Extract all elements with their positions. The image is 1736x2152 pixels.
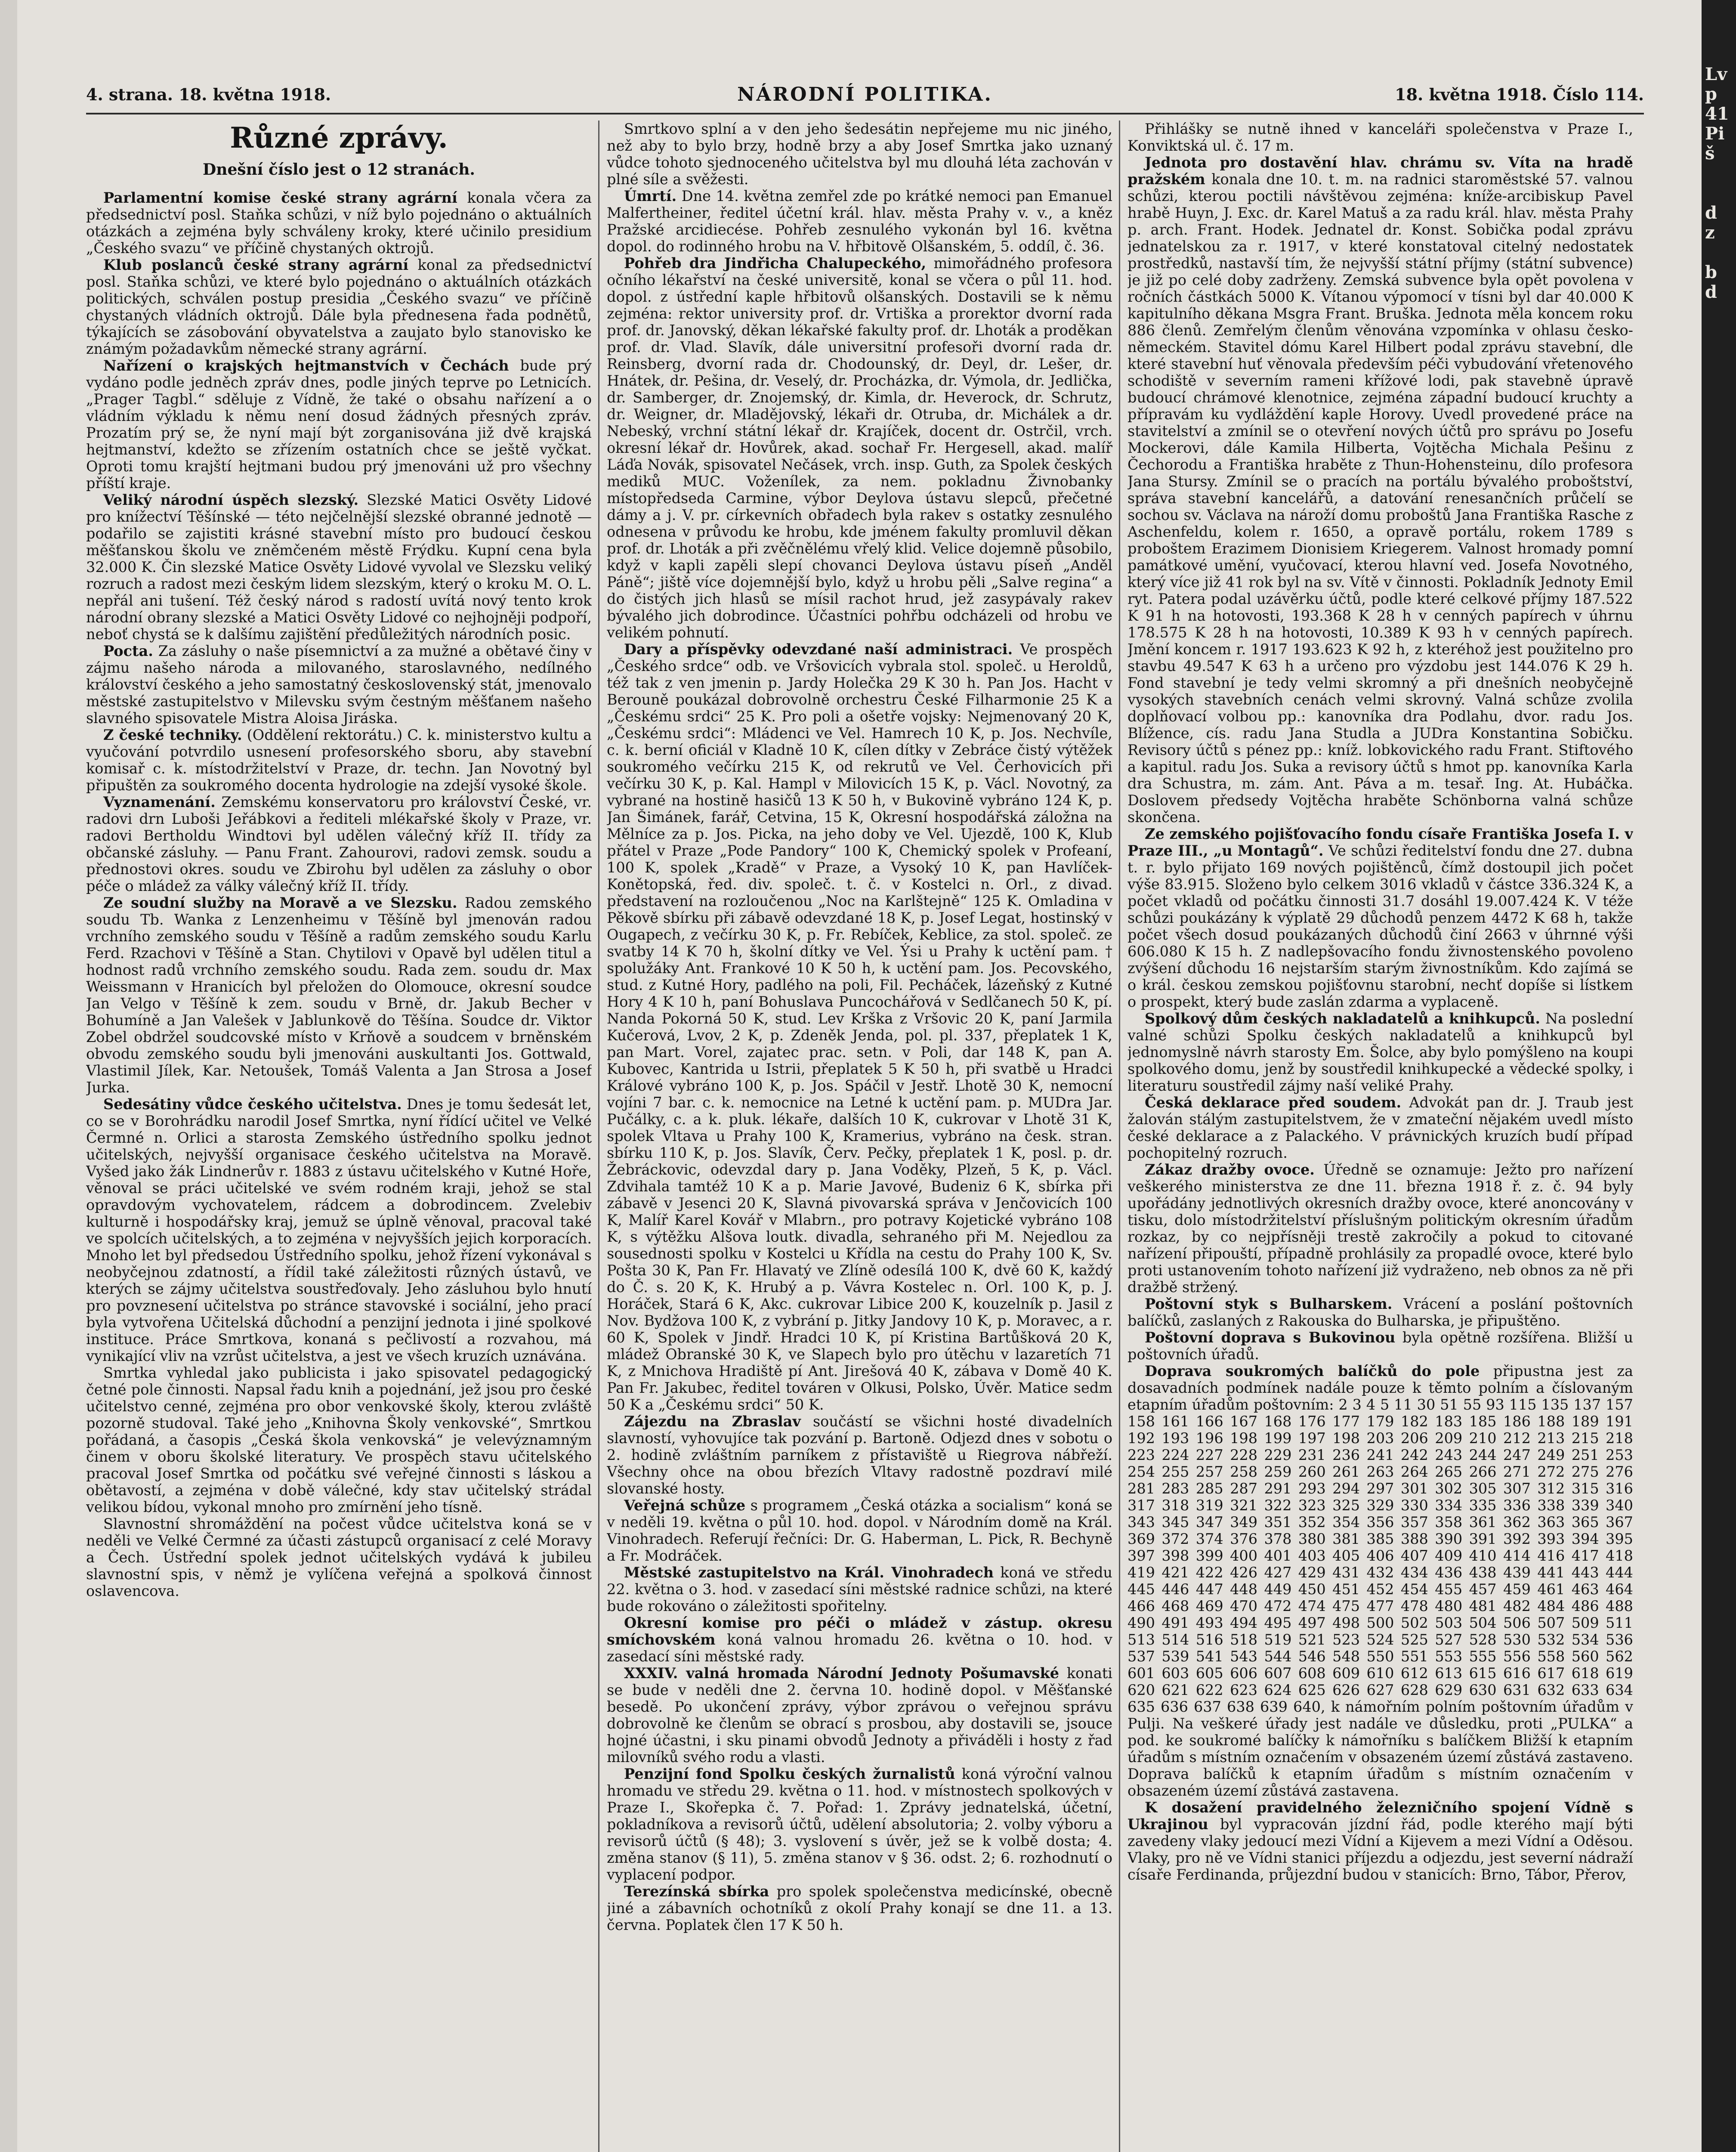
column-body bbox=[1127, 121, 1633, 1883]
news-item-heading: Zákaz dražby ovoce. bbox=[1145, 1161, 1315, 1178]
news-item-text: konala včera za předsednictví posl. Staňka schůzi, v níž bylo pojednáno o aktuálních otázkách a zejména byly schváleny kroky, které učinilo presidium „Českého svazu“ ve příčině chystaných oktrojů. bbox=[86, 189, 592, 257]
news-item bbox=[86, 189, 592, 257]
news-item bbox=[1127, 1161, 1633, 1296]
news-item-text: koná valnou hromadu 26. května o 10. hod. v zasedací síni městské rady. bbox=[607, 1631, 1112, 1665]
news-item-text: mimořádného profesora očního lékařství na české universitě, konal se včera o půl 11. hod. dopol. z ústřední kaple hřbitovů olšanských. Dostavili se k němu zejména: rektor university prof. dr. Vrtiška a prorektor dvorní rada prof. dr. Janovský, děkan lékařské fakulty prof. dr. Lhoták a proděkan prof. dr. Vlad. Slavík, dále universitní profesoři dvorní rada dr. Reinsberg, dvorní rada dr. Chodounský, dr. Deyl, dr. Lešer, dr. Hnátek, dr. Pešina, dr. Veselý, dr. Procházka, dr. Výmola, dr. Jedlička, dr. Samberger, dr. Znojemský, dr. Kimla, dr. Heverock, dr. Schrutz, dr. Weigner, dr. Mladějovský, lékaři dr. Otruba, dr. Michálek a dr. Nebeský, vrchní státní lékař dr. Krajíček, docent dr. Ostrčil, vrch. okresní lékař dr. Hovůrek, akad. sochař Fr. Hergesell, akad. malíř Láďa Novák, spisovatel Nečásek, vrch. insp. Guth, za Spolek českých mediků MUC. Voženílek, za nem. pokladnu Živnobanky místopředseda Carmine, výbor Deylova ústavu slepců, přečetné dámy a j. V. pr. církevních obřadech byla rakev s ostatky zesnulého odnesena v průvodu ke hrobu, kde jménem fakulty promluvil děkan prof. dr. Lhoták a při zvěčnělému vřelý klid. Velice dojemně působilo, když v kapli zapěli slepí chovanci Deylova ústavu píseň „Anděl Páně“; jiště více dojemnější bylo, když u hrobu pěli „Salve regina“ a do čistých jich hlasů se mísil rachot hrud, jež zasypávaly rakev bývalého jich dobrodince. Účastníci pohřbu odcházeli od hrobu ve velikém pohnutí. bbox=[607, 255, 1112, 641]
news-item-heading: Vyznamenání. bbox=[103, 794, 216, 810]
news-item bbox=[86, 257, 592, 357]
news-item-heading: XXXIV. valná hromada Národní Jednoty Pošumavské bbox=[624, 1665, 1060, 1682]
news-item-text: Přihlášky se nutně ihned v kanceláři společenstva v Praze I., Konviktská ul. č. 17 m. bbox=[1127, 121, 1633, 154]
news-item-text: koná výroční valnou hromadu ve středu 29. května o 11. hod. v místnostech spolkových v Praze I., Skořepka č. 7. Pořad: 1. Zprávy jednatelská, účetní, pokladníkova a revisorů účtů, udělení absolutoria; 2. volby výboru a revisorů účtů (§ 48); 3. vyslovení s úvěr, jež se k volbě dosta; 4. změna stanov (§ 11), 5. změna stanov v § 36. odst. 2; 6. rozhodnutí o vyplacení podpor. bbox=[607, 1766, 1112, 1883]
news-item bbox=[86, 1364, 592, 1515]
news-item-text: Za zásluhy o naše písemnictví a za mužné a obětavé činy v zájmu našeho národa a milovaného, staroslavného, nedílného království českého a jeho samostatný československý stát, jmenovalo městské zastupitelstvo v Milevsku svým čestným měšťanem našeho slavného spisovatele Mistra Aloisa Jiráska. bbox=[86, 643, 592, 727]
news-item-text: Ve schůzi ředitelství fondu dne 27. dubna t. r. bylo přijato 169 nových pojištěnců, čímž dostoupil jich počet výše 83.915. Složeno bylo celkem 3016 vkladů v částce 336.324 K, a počet vkladů od počátku činnosti 31.7 dosáhl 19.007.424 K. V téže schůzi poukázány k výplatě 29 důchodů penzem 4472 K 68 h, takže počet všech dosud poukázaných důchodů činí 2663 v úhrnné výši 606.080 K 15 h. Z nadlepšovacího fondu živnostenského povoleno zvýšení důchodu 16 nejstarším starým živnostníkům. Kdo zajímá se o král. českou zemskou pojišťovnu starobní, nechť dopíše si lístkem o prospekt, který bude zaslán zdarma a vyplaceně. bbox=[1127, 842, 1633, 1010]
news-item-text: Advokát pan dr. J. Traub jest žalován stálým zastupitelstvem, že v zmateční nějakém uvedl místo české deklarace a z Palackého. V právnických kruzích budí případ pochopitelný rozruch. bbox=[1127, 1094, 1633, 1161]
news-item-heading: Nařízení o krajských hejtmanstvích v Čechách bbox=[103, 357, 509, 374]
news-item-heading: Poštovní styk s Bulharskem. bbox=[1145, 1296, 1393, 1312]
news-item-text: bude prý vydáno podle jedněch zpráv dnes, podle jiných teprve po Letnicích. „Prager Tagbl.“ sděluje z Vídně, že také o obsahu nařízení a o vládním výkladu k němu není dosud žádných přesných zpráv. Prozatím prý se, že nyní mají být zorganisována již dvě krajská hejtmanství, kdežto se zřízením ostatních chce se ještě vyčkat. Oproti tomu krajští hejtmani budou prý jmenováni už pro všechny příští kraje. bbox=[86, 357, 592, 492]
page-header bbox=[86, 82, 1644, 108]
news-item-heading: Pohřeb dra Jindřicha Chalupeckého, bbox=[624, 255, 927, 272]
news-item bbox=[607, 1413, 1112, 1497]
news-item-heading: Doprava soukromých balíčků do pole bbox=[1145, 1363, 1480, 1379]
article-column-2 bbox=[607, 121, 1112, 2152]
news-item-heading: Veřejná schůze bbox=[624, 1497, 746, 1514]
column-body bbox=[86, 189, 592, 1599]
header-rule bbox=[86, 113, 1644, 114]
news-item bbox=[1127, 1010, 1633, 1094]
news-item bbox=[1127, 1296, 1633, 1329]
header-newspaper-title: NÁRODNÍ POLITIKA. bbox=[737, 83, 993, 105]
news-item-text: Slezské Matici Osvěty Lidové pro knížectví Těšínské — této nejčelnější slezské obranné jednotě — podařilo se zajistiti krásné stavební místo pro budoucí českou měšťanskou školu ve zněmčeném městě Frýdku. Kupní cena byla 32.000 K. Čin slezské Matice Osvěty Lidové vyvolal ve Slezsku veliký rozruch a radost mezi českým lidem slezským, který o kroku M. O. L. nepřál ani tušení. Též český národ s radostí uvítá nový tento krok národní obrany slezské a Matici Osvěty Lidové co nejhojněji podpoří, neboť chystá se k dalšímu zajištění předůležitých národních posic. bbox=[86, 492, 592, 643]
news-item-heading: Dary a příspěvky odevzdané naší administraci. bbox=[624, 641, 1013, 658]
column-divider bbox=[1119, 121, 1120, 2152]
news-item bbox=[1127, 154, 1633, 826]
page-edge-left bbox=[0, 0, 17, 2152]
news-item bbox=[1127, 1363, 1633, 1799]
news-item-heading: Okresní komise pro péči o mládež v zástup. okresu smíchovském bbox=[607, 1614, 1112, 1648]
adjacent-page-fragments: Lv p 41 Pi š d z b d bbox=[1705, 64, 1729, 302]
news-item-heading: Spolkový dům českých nakladatelů a knihkupců. bbox=[1145, 1010, 1541, 1027]
section-title: Různé zprávy. bbox=[230, 121, 448, 155]
article-column-3 bbox=[1127, 121, 1633, 2152]
news-item bbox=[607, 188, 1112, 255]
news-item bbox=[1127, 826, 1633, 1010]
news-item-heading: Městské zastupitelstvo na Král. Vinohradech bbox=[624, 1564, 994, 1581]
news-item-text: připustna jest za dosavadních podmínek nadále pouze k těmto polním a číslovaným etapním úřadům poštovním: 2 3 4 5 11 30 51 55 93 115 135 137 157 158 161 166 167 168 176 177 179 182 183 185 186 188 189 191 192 193 196 198 199 197 198 203 206 209 210 212 213 215 218 223 224 227 228 229 231 236 241 242 243 244 247 249 251 253 254 255 257 258 259 260 261 263 264 265 266 271 272 275 276 281 283 285 287 291 293 294 297 301 302 305 307 312 315 316 317 318 319 321 322 323 325 329 330 334 335 336 338 339 340 343 345 347 349 351 352 354 356 357 358 361 362 363 365 367 369 372 374 376 378 380 381 385 388 390 391 392 393 394 395 397 398 399 400 401 403 405 406 407 409 410 414 416 417 418 419 421 422 426 427 429 431 432 434 436 438 439 441 443 444 445 446 447 448 449 450 451 452 454 455 457 459 461 463 464 466 468 469 470 472 474 475 477 478 480 481 482 484 486 488 490 491 493 494 495 497 498 500 502 503 504 506 507 509 511 513 514 516 518 519 521 523 524 525 527 528 530 532 534 536 537 539 541 543 544 546 548 550 551 553 555 556 558 560 562 601 603 605 606 607 608 609 610 612 613 615 616 617 618 619 620 621 622 623 624 625 626 627 628 629 630 631 632 633 634 635 636 637 638 639 640, k námořním polním poštovním úřadům v Pulji. Na veškeré úřady jest nadále ve důsledku, proti „PULKA“ a pod. ke soukromé balíčky k námořníku s balíčkem Bližší k etapním úřadům s místním označením v obsazeném území zůstává zastaveno. Doprava balíčků k etapním úřadům s místním označením v obsazeném území zůstává zastavena. bbox=[1127, 1363, 1633, 1799]
news-item-text: Úředně se oznamuje: Ježto pro nařízení veškerého ministerstva ze dne 11. března 1918 ř. z. č. 94 byly upořádány jednotlivých okresních dražby ovoce, které anoncovány v tisku, dolo místodržitelství příslušným politickým okresním úřadům rozkaz, by co nejpřísněji trestě zakročily a pokud to citované nařízení připouští, případně prohlásily za propadlé ovoce, které bylo proti ustanovením tohoto nařízení již vydraženo, neb obnos za ně při dražbě stržený. bbox=[1127, 1161, 1633, 1296]
news-item-heading: Pocta. bbox=[103, 643, 153, 659]
section-subtitle: Dnešní číslo jest o 12 stranách. bbox=[203, 161, 475, 179]
news-item-heading: Zájezdu na Zbraslav bbox=[624, 1413, 801, 1430]
news-item bbox=[86, 794, 592, 894]
news-item-text: koná ve středu 22. května o 3. hod. v zasedací síni městské radnice schůzi, na které bude rokováno o záležitosti spořitelny. bbox=[607, 1564, 1112, 1614]
news-item bbox=[607, 121, 1112, 188]
column-body bbox=[607, 121, 1112, 1933]
news-item-text: Smrtkovo splní a v den jeho šedesátin nepřejeme mu nic jiného, než aby to bylo brzy, hodně brzy a aby Josef Smrtka jako uznaný vůdce tohoto sjednoceného učitelstva byl mu dlouhá léta zachován v plné síle a svěžesti. bbox=[607, 121, 1112, 188]
news-item-heading: Veliký národní úspěch slezský. bbox=[103, 492, 359, 508]
news-item bbox=[607, 1614, 1112, 1665]
news-item-text: s programem „Česká otázka a socialism“ koná se v neděli 19. května o půl 10. hod. dopol. v Národním domě na Král. Vinohradech. Referují řečníci: Dr. G. Haberman, L. Pick, R. Bechyně a Fr. Modráček. bbox=[607, 1497, 1112, 1564]
news-item-text: Slavnostní shromáždění na počest vůdce učitelstva koná se v neděli ve Velké Čermné za účasti zástupců organisací z celé Moravy a Čech. Ústřední spolek jednot učitelských vydává k jubileu slavnostní spis, v němž je vylíčena veřejná a spolková činnost oslavencova. bbox=[86, 1515, 592, 1599]
news-item-text: Na poslední valné schůzi Spolku českých nakladatelů a knihkupců byl jednomyslně návrh starosty Em. Šolce, aby bylo pomýšleno na koupi spolkového domu, jenž by soustředil knihkupecké a vědecké spolky, i literaturu soustředil zájmy naší veliké Prahy. bbox=[1127, 1010, 1633, 1094]
news-item bbox=[86, 727, 592, 794]
news-item-heading: Česká deklarace před soudem. bbox=[1145, 1094, 1402, 1111]
news-item bbox=[607, 255, 1112, 641]
news-item bbox=[1127, 1329, 1633, 1363]
news-item-text: Radou zemského soudu Tb. Wanka z Lenzenheimu v Těšíně byl jmenován radou vrchního zemského soudu v Těšíně a radům zemského soudu Karlu Ferd. Rzachovi v Těšíně a Stan. Chytilovi v Opavě byl udělen titul a hodnost radů vrchního zemského soudu. Rada zem. soudu dr. Max Weissmann v Hranicích byl přeložen do Olomouce, okresní soudce Jan Velgo v Těšíně k zem. soudu v Brně, dr. Jakub Becher v Bohumíně a Jan Valešek v Jablunkově do Těšína. Soudce dr. Viktor Zobel obdržel soudcovské místo v Krňově a soudcem v brněnském obvodu zemského soudu byli jmenováni auskultanti Jos. Gottwald, Vlastimil Jílek, Kar. Netoušek, Tomáš Valenta a Jan Strosa a Josef Jurka. bbox=[86, 894, 592, 1096]
news-item-text: byla opětně rozšířena. Bližší u poštovních úřadů. bbox=[1127, 1329, 1633, 1363]
news-item-text: Vrácení a poslání poštovních balíčků, zaslaných z Rakouska do Bulharska, je připuštěno. bbox=[1127, 1296, 1633, 1329]
news-item bbox=[607, 1766, 1112, 1883]
news-item-heading: Parlamentní komise české strany agrární bbox=[103, 189, 457, 206]
news-item bbox=[607, 1497, 1112, 1564]
news-item-heading: K dosažení pravidelného železničního spojení Vídně s Ukrajinou bbox=[1127, 1799, 1633, 1833]
news-item bbox=[86, 357, 592, 492]
news-item bbox=[86, 492, 592, 643]
news-item-text: Dnes je tomu šedesát let, co se v Borohrádku narodil Josef Smrtka, nyní řídící učitel ve Velké Čermné n. Orlici a starosta Zemského ústředního spolku jednot učitelských, nejvyšší organisace českého učitelstva na Moravě. Vyšed jako žák Lindnerův r. 1883 z ústavu učitelského v Kutné Hoře, věnoval se práci učitelské ve svém rodném kraji, jehož se stal opravdovým vychovatelem, rádcem a dobrodincem. Zvelebiv kulturně i hospodářsky kraj, jemuž se úplně věnoval, pracoval také ve spolcích učitelských, a to zejména v nejvyšších jejich korporacích. Mnoho let byl předsedou Ústředního spolku, jehož řízení vykonával s neobyčejnou zdatností, a řídil také záležitosti různých ústavů, ve kterých se zájmy učitelstva soustřeďovaly. Jeho zásluhou bylo hnutí pro povznesení učitelstva po stránce stavovské i sociální, jeho prací byla vytvořena Učitelská důchodní a penzijní jednota i jiné spolkové instituce. Práce Smrtkova, konaná s pečlivostí a rozvahou, má vynikající vliv na vzrůst učitelstva, a jest ve všech kruzích uznávána. bbox=[86, 1096, 592, 1364]
news-item-text: Dne 14. května zemřel zde po krátké nemoci pan Emanuel Malfertheiner, ředitel účetní král. hlav. města Prahy v. v., a kněz Pražské arcidiecése. Pohřeb zesnulého vykonán byl 16. května dopol. do rodinného hrobu na V. hřbitově Olšanském, 5. oddíl, č. 36. bbox=[607, 188, 1112, 255]
news-item-heading: Klub poslanců české strany agrární bbox=[103, 257, 409, 273]
page-edge-right bbox=[1702, 0, 1736, 2152]
news-item-heading: Z české techniky. bbox=[103, 727, 242, 743]
header-date-issue: 18. května 1918. Číslo 114. bbox=[1395, 85, 1644, 104]
news-item bbox=[607, 1665, 1112, 1766]
news-item bbox=[607, 641, 1112, 1413]
news-item bbox=[86, 643, 592, 727]
news-item-heading: Sedesátiny vůdce českého učitelstva. bbox=[103, 1096, 402, 1113]
article-column-1 bbox=[86, 121, 592, 2152]
column-divider bbox=[598, 121, 599, 2152]
news-item-text: byl vypracován jízdní řád, podle kterého mají býti zavedeny vlaky jedoucí mezi Vídní a Kijevem a mezi Vídní a Oděsou. Vlaky, pro ně ve Vídni stanici příjezdu a odjezdu, jest severní nádraží císaře Ferdinanda, průjezdní budou v stanicích: Brno, Tábor, Přerov, bbox=[1127, 1816, 1633, 1883]
header-page-date: 4. strana. 18. května 1918. bbox=[86, 85, 331, 104]
news-item bbox=[607, 1564, 1112, 1614]
news-item-heading: Poštovní doprava s Bukovinou bbox=[1145, 1329, 1396, 1346]
news-item-heading: Jednota pro dostavění hlav. chrámu sv. Víta na hradě pražském bbox=[1127, 154, 1633, 188]
news-item-text: Zemskému konservatoru pro království České, vr. radovi drn Luboši Jeřábkovi a řediteli mlékařské školy v Praze, vr. radovi Bertholdu Windtovi byl udělen válečný kříž II. třídy za občanské zásluhy. — Panu Frant. Zahourovi, radovi zemsk. soudu a přednostovi okres. soudu ve Zbirohu byl udělen za zásluhy o obor péče o mládež za války válečný kříž II. třídy. bbox=[86, 794, 592, 894]
news-item-text: konal za předsednictví posl. Staňka schůzi, ve které bylo pojednáno o aktuálních otázkách politických, schválen postup presidia „Českého svazu“ ve příčině chystaných vládních oktrojů. Dále byla přednesena řada podnětů, týkajících se zásobování obyvatelstva a zaujato bylo stanovisko ke známým požadavkům německé strany agrární. bbox=[86, 257, 592, 357]
news-item-text: Smrtka vyhledal jako publicista i jako spisovatel pedagogický četné pole činnosti. Napsal řadu knih a pojednání, jež jsou pro české učitelstvo cenné, zejména pro obor venkovské školy, kterou zvláště pozorně studoval. Také jeho „Knihovna Školy venkovské“, Smrtkou pořádaná, a časopis „Česká škola venkovská“ je velevýznamným činem v oboru školské literatury. Ve prospěch stavu učitelského pracoval Josef Smrtka od počátku své veřejné činnosti s láskou a obětavostí, a zejména v době válečné, kdy stav učitelský strádal velikou bídou, vykonal mnoho pro zmírnění jeho tísně. bbox=[86, 1364, 592, 1515]
news-item-heading: Penzijní fond Spolku českých žurnalistů bbox=[624, 1766, 955, 1782]
news-item-text: součástí se všichni hosté divadelních slavností, vyhovujíce tak pozvání p. Bartoně. Odjezd dnes v sobotu o 2. hodině zvláštním parníkem z přístaviště u Riegrova nábřeží. Všechny ohce na obou březích Vltavy radostně pozdraví milé slovanské hosty. bbox=[607, 1413, 1112, 1497]
news-item bbox=[86, 1515, 592, 1599]
news-item-text: (Oddělení rektorátu.) C. k. ministerstvo kultu a vyučování potvrdilo usnesení profesorského sboru, aby stavební komisař c. k. místodržitelství v Praze, dr. techn. Jan Novotný byl připuštěn za soukromého docenta hydrologie na zdejší vysoké škole. bbox=[86, 727, 592, 794]
news-item-heading: Terezínská sbírka bbox=[624, 1883, 769, 1900]
news-item-text: konala dne 10. t. m. na radnici staroměstské 57. valnou schůzi, kterou poctili návštěvou zejména: kníže-arcibiskup Pavel hrabě Huyn, J. Exc. dr. Karel Matuš a za radu král. hlav. města Prahy p. arch. Frant. Hodek. Jednatel dr. Konst. Sobička podal zprávu jednatelskou za r. 1917, v které konstatoval citelný nedostatek prostředků, nastavší tím, že nejvyšší státní příjmy (státní subvence) je již po celé doby zadrženy. Zemská subvence byla opět povolena v ročních částkách 5000 K. Vítanou výpomocí v tísni byl dar 40.000 K kapitulního děkana Msgra Frant. Bruška. Jednota měla koncem roku 886 členů. Zemřelým členům věnována vzpomínka v ohlasu česko-německém. Stavitel dómu Karel Hilbert podal zprávu stavební, dle které stavební huť věnovala především péči vybudování vřetenového schodiště v severním rameni křížové lodi, pak stavebně úpravě budoucí chrámové klenotnice, zejména západní budoucí kruchty a přípravám ku vydláždění kaple Horovy. Uvedl provedené práce na stavitelství a zmínil se o otevření nových účtů pro správu po Josefu Mockerovi, dále Kamila Hilberta, Vojtěcha Michala Pešinu z Čechorodu a Františka hraběte z Thun-Hohensteinu, dílo profesora Jana Stursy. Zmínil se o pracích na portálu bývalého proboštství, správa stavební kancelářů, a datování renesančních průčelí se sochou sv. Václava na nároží domu proboštů Jana Františka Rasche z Aschenfeldu, kolem r. 1650, a opravě portálu, rokem 1789 s proboštem Erazimem Dionisiem Kriegerem. Valnost hromady pomní památkové umění, vyučovací, kterou hlavní ved. Josefa Novotného, který více již 41 rok byl na sv. Vítě v činnosti. Pokladník Jednoty Emil ryt. Patera podal uzávěrku účtů, podle které celkové příjmy 187.522 K 91 h na hotovosti, 193.368 K 28 h v cenných papírech v úhrnu 178.575 K 28 h na hotovosti, 10.389 K 93 h v cenných papírech. Jmění koncem r. 1917 193.623 K 92 h, z kteréhož jest použitelno pro stavbu 49.547 K 63 h a určeno pro výzdobu jest 144.076 K 29 h. Fond stavební je tedy velmi skromný a při dnešních neobyčejně vysokých stavebních cenách velmi skrovný. Valná schůze zvolila doplňovací volbou pp.: kanovníka dra Podlahu, dvor. radu Jos. Blížence, cís. radu Jana Studla a JUDra Konstantina Sobičku. Revisory účtů s pénez pp.: kníž. lobkovického radu Frant. Stiftového a kapitul. radu Jos. Suka a revisory účtů s hmot pp. kanovníka Karla dra Schustra, m. zám. Ant. Páva a m. tesař. Ing. At. Hubáčka. Doslovem předsedy Vojtěcha hraběte Schönborna valná schůze skončena. bbox=[1127, 171, 1633, 826]
news-item bbox=[1127, 1799, 1633, 1883]
news-item-text: konati se bude v neděli dne 2. června 10. hodině dopol. v Měšťanské besedě. Po ukončení zprávy, výbor zprávou o veřejnou správu dobrovolně ke členům se obrací s prosbou, aby dostavili se, jsouce hojné účastni, i sku pinami obvodů Jednoty a přiváděli i hosty z řad milovníků svého rodu a vlasti. bbox=[607, 1665, 1112, 1766]
news-item bbox=[607, 1883, 1112, 1933]
news-item-heading: Ze zemského pojišťovacího fondu císaře Františka Josefa I. v Praze III., „u Montagů“. bbox=[1127, 826, 1633, 859]
news-item-text: pro spolek společenstva medicínské, obecně jiné a zábavních ochotníků z okolí Prahy konají se dne 11. a 13. června. Poplatek člen 17 K 50 h. bbox=[607, 1883, 1112, 1933]
news-item-text: Ve prospěch „Českého srdce“ odb. ve Vršovicích vybrala stol. společ. u Heroldů, též tak z ven jmenin p. Jardy Holečka 29 K 30 h. Pan Jos. Hacht v Berouně poukázal dobrovolně orchestru České Filharmonie 25 K a „Českému srdci“ 25 K. Pro poli a ošetře vojsky: Nejmenovaný 20 K, „Českému srdci“: Mládenci ve Vel. Hamrech 10 K, p. Jos. Nechvíle, c. k. berní oficiál v Kladně 10 K, cílen dítky v Zebráce čistý výtěžek soukromého večírku 215 K, od rekrutů ve Vel. Čerhovicích při večírku 30 K, p. Kal. Hampl v Milovicích 15 K, p. Václ. Novotný, za vybrané na hostině hasičů 13 K 50 h, v Bukovině vybráno 124 K, p. Jan Šimánek, farář, Cetvina, 15 K, Okresní hospodářská záložna na Mělníce za p. Jos. Picka, na jeho doby ve Vel. Ujezdě, 100 K, Klub přátel v Praze „Pode Pandory“ 100 K, Chemický spolek v Profeaní, 100 K, spolek „Kradě“ v Praze, a Vysoký 10 K, pan Havlíček-Konětopská, řed. div. společ. t. č. v Kostelci n. Orl., z divad. představení na rozloučenou „Noc na Karlštejně“ 125 K. Omladina v Pěkově sbírku při zábavě odevzdané 18 K, p. Josef Legat, hostinský v Ougapech, z večírku 30 K, p. Fr. Rebíček, Keblice, za stol. společ. ze svatby 14 K 70 h, školní dítky ve Vel. Ýsi u Prahy k uctění pam. † spolužáky Ant. Frankové 10 K 50 h, k uctění pam. Jos. Pecovského, stud. z Kutné Hory, padlého na poli, Fil. Pecháček, lázeňský z Kutné Hory 4 K 10 h, paní Bohuslava Puncochářová v Sedlčanech 50 K, pí. Nanda Pokorná 50 K, stud. Lev Krška z Vršovic 20 K, paní Jarmila Kučerová, Lvov, 2 K, p. Zdeněk Jenda, pol. pl. 337, přeplatek 1 K, pan Mart. Vorel, zajatec prac. setn. v Poli, dar 148 K, pan A. Kubovec, Kantrida u Istrii, přeplatek 5 K 50 h, při svatbě u Hradci Králové vybráno 100 K, p. Jos. Spáčil v Jestř. Lhotě 30 K, nemocní vojíni 7 bar. c. k. nemocnice na Letné k uctění pam. p. MUDra Jar. Pučálky, c. a k. pluk. lékaře, dalších 10 K, cukrovar v Lhotě 31 K, spolek Vltava u Prahy 100 K, Kramerius, vybráno na česk. stran. sbírku 110 K, p. Jos. Slavík, Červ. Pečky, přeplatek 1 K, posl. p. dr. Žebráckovic, odevzdal dary p. Jana Voděky, Plzeň, 5 K, p. Václ. Zdvihala tamtéž 10 K a p. Marie Javové, Budeniz 6 K, sbírka při zábavě v Jesenci 20 K, Slavná pivovarská správa v Jenčovicích 100 K, Malíř Karel Kovář v Mlabrn., pro potravy Kojetické vybráno 108 K, s výtěžku Alšova loutk. divadla, sehraného při M. Nejedlou za sousednosti spolku v Kostelci u Křídla na cestu do Prahy 100 K, Sv. Pošta 30 K, Pan Fr. Hlavatý ve Zlíně odesílá 100 K, dvě 60 K, každý do Č. s. 20 K, K. Hrubý a p. Vávra Kostelec n. Orl. 100 K, p. J. Horáček, Stará 6 K, Akc. cukrovar Libice 200 K, kouzelník p. Jasil z Nov. Bydžova 100 K, z vybrání p. Jitky Jandovy 10 K, p. Moravec, a r. 60 K, Spolek v Jindř. Hradci 10 K, pí Kristina Bartůšková 20 K, mládež Obranské 30 K, ve Slapech bylo pro útěchu v lazaretích 71 K, z Mnichova Hradiště pí Ant. Jirešová 40 K, zábava v Domě 40 K. Pan Fr. Jakubec, ředitel továren v Olkusi, Polsko, Úvěr. Matice sedm 50 K a „Českému srdci“ 50 K. bbox=[607, 641, 1112, 1413]
news-item bbox=[1127, 1094, 1633, 1161]
news-item bbox=[86, 894, 592, 1096]
news-item bbox=[1127, 121, 1633, 154]
news-item-heading: Úmrtí. bbox=[624, 188, 677, 204]
news-item-heading: Ze soudní služby na Moravě a ve Slezsku. bbox=[103, 894, 457, 911]
news-item bbox=[86, 1096, 592, 1364]
